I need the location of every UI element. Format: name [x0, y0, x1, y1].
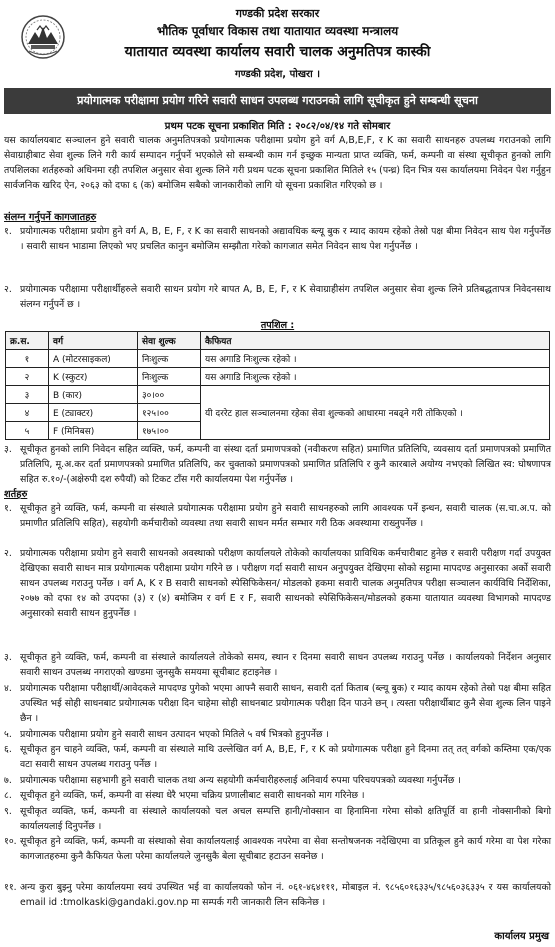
cell-category: B (कार) [49, 386, 138, 404]
cell-fee: निःशुल्क [138, 350, 201, 368]
document-item [4, 442, 551, 487]
service-fee-table [5, 331, 550, 440]
item-text: सूचीकृत हुने व्यक्ति, फर्म, कम्पनी वा संस्थाले कार्यालयले तोकेको समय, स्थान र दिनमा सवारी साधन उपलब्ध गराउनु पर्नेछ । कार्यालयको निर्देशन अनुसार सवारी साधन उपलब्ध नगराएको खण्डमा जुनसुकै समयमा सूचीबाट हटाइनेछ । [20, 652, 551, 678]
term-item [4, 501, 551, 531]
item-number: १. [4, 503, 12, 514]
item-text: प्रयोगात्मक परीक्षामा परीक्षार्थीहरुले सवारी साधन प्रयोग गरे बापत A, B, E, F, र K सेवाग्राहीसंग तपशिल अनुसार सेवा शुल्क लिने प्रतिबद्धतापत्र निवेदनसाथ संलग्न गर्नुपर्ने छ । [20, 284, 551, 310]
cell-sn: १ [6, 350, 49, 368]
letterhead [0, 0, 555, 90]
item-text: प्रयोगात्मक परीक्षामा प्रयोग हुने वर्ग A, B, E, F, र K का सवारी साधनको अद्यावधिक ब्ल्यू बुक र म्याद कायम रहेको तेस्रो पक्ष बीमा निवेदन साथ पेश गर्नुपर्नेछ । सवारी साधन भाडामा लिएको भए प्रचलित कानुन बमोजिम सम्झौता गरेको कागजात समेत निवेदन साथ पेश गर्नुपर्नेछ । [20, 226, 551, 252]
term-item [4, 834, 551, 864]
item-text: सूचीकृत हुने व्यक्ति, फर्म, कम्पनी वा संस्था धेरै भएमा चक्रिय प्रणालीबाट सवारी साधनको माग गरिनेछ । [20, 790, 365, 801]
item-text: सूचीकृत हुनको लागि निवेदन सहित व्यक्ति, फर्म, कम्पनी वा संस्था दर्ता प्रमाणपत्रको (नवीकरण सहित) प्रमाणित प्रतिलिपि, व्यवसाय दर्ता प्रमाणपत्रको प्रमाणित प्रतिलिपि, मू.अ.कर दर्ता प्रमाणपत्रको प्रमाणित प्रतिलिपि, कर चुक्ताको प्रमाणपत्रको प्रमाणित प्रतिलिपि र कुनै कारबाले अयोग्य नभएको लिखित स्व: घोषणापत्र सहित रु.१०/-(अक्षेरुपी दश रुपैयाँ) को टिकट टाँस गरी कार्यालयमा पेश गर्नुपर्नेछ । [20, 444, 551, 485]
cell-fee: १२५।०० [138, 404, 201, 422]
item-text: सूचीकृत व्यक्ति, फर्म, कम्पनी वा संस्थाले कार्यालयको चल अचल सम्पत्ति हानी/नोक्सान वा हिनामिना गरेमा सोको क्षतिपूर्ति वा हानी नोक्सानीको बिगो कार्यालयलाई दिनुपर्नेछ । [20, 806, 551, 832]
cell-sn: ५ [6, 422, 49, 440]
document-item [4, 282, 551, 312]
cell-fee: १७५।०० [138, 422, 201, 440]
item-number: २. [4, 284, 12, 295]
term-item [4, 773, 551, 788]
cell-category: E (ट्याक्टर) [49, 404, 138, 422]
cell-category: A (मोटरसाइकल) [49, 350, 138, 368]
col-header-fee: सेवा शुल्क [138, 332, 201, 350]
item-number: ६. [4, 744, 12, 755]
item-text: अन्य कुरा बुझ्नु परेमा कार्यालयमा स्वयं उपस्थित भई वा कार्यालयको फोन नं. ०६१-४६४१११, मोबाइल नं. ९८५६०१६३३५/९८५६०३६३३५ र यस कार्यालयको email id :tmolkaski@gandaki.gov.np मा सम्पर्क गरी जानकारी लिन सकिनेछ । [20, 882, 551, 908]
cell-sn: ३ [6, 386, 49, 404]
item-text: प्रयोगात्मक परीक्षामा प्रयोग हुने सवारी साधनको अवस्थाको परीक्षण कार्यालयले तोकेको कार्यालयका प्राविधिक कर्मचारीबाट हुनेछ र सवारी परीक्षण गर्दा उपयुक्त देखिएका सवारी साधन मात्र प्रयोगात्मक परीक्षामा प्रयोग गरिने छ । परीक्षण गर्दा सवारी साधन अनुपयुक्त देखिएमा सोको सट्टामा मापदण्ड अनुसारका अर्को सवारी साधन उपलब्ध गराउनु पर्नेछ । वर्ग A, K र B सवारी साधनको स्पेसिफिकेसन/ मोडलको हकमा सवारी चालक अनुमतिपत्र परीक्षा सञ्चालन कार्यविधि निर्देशिका, २०७७ को दफा १४ को उपदफा (३) र (४) बमोजिम र वर्ग E र F, सवारी साधनको स्पेसिफिकेसन/मोडलको हकमा यातायात व्यवस्था विभागको मापदण्ड अनुसारको सवारी साधन हुनुपर्नेछ । [20, 548, 551, 619]
table-caption: तपशिल : [260, 320, 295, 331]
item-number: ३. [4, 444, 12, 455]
col-header-category: वर्ग [49, 332, 138, 350]
item-text: प्रयोगात्मक परीक्षामा प्रयोग हुने सवारी साधन उत्पादन भएको मितिले ५ वर्ष भित्रको हुनुपर्नेछ । [20, 729, 329, 740]
ministry-name: भौतिक पूर्वाधार विकास तथा यातायात व्यवस्था मन्त्रालय [156, 24, 399, 38]
item-number: ५. [4, 729, 12, 740]
documents-heading: संलग्न गर्नुपर्ने कागजातहरु [4, 212, 97, 223]
term-item [4, 804, 551, 834]
col-header-sn: क्र.स. [6, 332, 49, 350]
term-item [4, 727, 551, 742]
publication-date: प्रथम पटक सूचना प्रकाशित मिति : २०८२/०४/१४ गते सोमबार [164, 121, 391, 132]
cell-merged-remark: यी दररेट हाल सञ्चालनमा रहेका सेवा शुल्कको आधारमा नबढ्ने गरी तोकिएको । [201, 386, 550, 440]
cell-category: K (स्कुटर) [49, 368, 138, 386]
office-name: यातायात व्यवस्था कार्यालय सवारी चालक अनुमतिपत्र कास्की [124, 44, 431, 60]
item-number: ३. [4, 652, 12, 663]
office-address: गण्डकी प्रदेश, पोखरा । [235, 69, 320, 80]
col-header-remark: कैफियत [201, 332, 550, 350]
table-row [6, 350, 550, 368]
notice-title-banner: प्रयोगात्मक परीक्षामा प्रयोग गरिने सवारी साधन उपलब्ध गराउनको लागि सूचीकृत हुने सम्बन्धी सूचना [4, 88, 551, 114]
term-item [4, 546, 551, 621]
cell-sn: ४ [6, 404, 49, 422]
term-item [4, 681, 551, 726]
item-number: २. [4, 548, 12, 559]
term-item [4, 650, 551, 680]
item-number: ४. [4, 683, 12, 694]
item-number: १०. [4, 836, 17, 847]
item-text: प्रयोगात्मक परीक्षामा परीक्षार्थी/आवेदकले मापदण्ड पुगेको भएमा आफ्नै सवारी साधन, सवारी दर्ता किताब (ब्ल्यू बुक) र म्याद कायम रहेको तेस्रो पक्ष बीमा सहित उपस्थित भई सोही साधनबाट प्रयोगात्मक परीक्षा दिन चाहेमा सोही साधनबाट प्रयोगात्मक परीक्षा दिन पाउने छन् । त्यस्ता परीक्षार्थीबाट कुनै सेवा शुल्क लिन पाइने छैन । [20, 683, 551, 724]
table-row [6, 386, 550, 404]
govt-name: गण्डकी प्रदेश सरकार [235, 7, 320, 20]
cell-remark: यस अगाडि निःशुल्क रहेको । [201, 368, 550, 386]
intro-paragraph: यस कार्यालयबाट सञ्चालन हुने सवारी चालक अनुमतिपत्रको प्रयोगात्मक परीक्षामा प्रयोग हुने वर्ग A,B,E,F, र K का सवारी साधनहरु उपलब्ध गराउनको लागि सेवाग्राहीबाट सेवा शुल्क लिने गरी कार्य सम्पादन गर्नुपर्ने भएकोले सो सम्बन्धी काम गर्न इच्छुक मान्यता प्राप्त व्यक्ति, फर्म, कम्पनी वा संस्था सूचीकृत हुनको लागि तपशिलका शर्तहरुको अधिनमा रही तपशिल अनुसार सेवा शुल्क लिने गरी प्रथम पटक सूचना प्रकाशित मितिले १५ (पन्ध्र) दिन भित्र यस कार्यालयमा निवेदन पेश गर्नुहुन सार्वजनिक खरिद ऐन, २०६३ को दफा ६ (क) बमोजिम सबैको जानकारीको लागि यो सूचना प्रकाशित गरिएको छ । [4, 135, 551, 191]
signature-title: कार्यालय प्रमुख [494, 931, 549, 942]
cell-fee: निःशुल्क [138, 368, 201, 386]
term-item [4, 742, 551, 772]
item-text: सूचीकृत हुने व्यक्ति, फर्म, कम्पनी वा संस्थाको सेवा कार्यालयलाई आवश्यक नपरेमा वा सेवा सन्तोषजनक नदेखिएमा वा प्रतिकूल हुने कार्य गरेमा वा पेश गरेका कागजातहरुमा कुनै कैफियत फेला परेमा कार्यालयले जुनसुकै बेला सूचीबाट हटाउन सक्नेछ । [20, 836, 551, 862]
table-row [6, 368, 550, 386]
item-number: ७. [4, 775, 12, 786]
item-number: ११. [4, 882, 17, 893]
item-number: ९. [4, 806, 12, 817]
item-number: ८. [4, 790, 12, 801]
term-item [4, 880, 551, 910]
table-header-row [6, 332, 550, 350]
cell-fee: ३०।०० [138, 386, 201, 404]
item-text: प्रयोगात्मक परीक्षामा सहभागी हुने सवारी चालक तथा अन्य सहयोगी कर्मचारीहरुलाई अनिवार्य रुपमा परिचयपत्रको व्यवस्था गर्नुपर्नेछ । [20, 775, 461, 786]
cell-sn: २ [6, 368, 49, 386]
cell-category: F (मिनिबस) [49, 422, 138, 440]
terms-heading: शर्तहरु [4, 489, 28, 500]
document-item [4, 224, 551, 254]
item-text: सूचीकृत हुने व्यक्ति, फर्म, कम्पनी वा संस्थाले प्रयोगात्मक परीक्षामा प्रयोग हुने सवारी साधनहरुको लागि आवश्यक पर्ने इन्धन, सवारी चालक (स.चा.अ.प. को प्रमाणीत प्रतिलिपि सहित), सहयोगी कर्मचारीको व्यवस्था तथा सवारी साधन मर्मत सम्भार गरी ठिक अवस्थामा राख्नुपर्नेछ । [20, 503, 551, 529]
cell-remark: यस अगाडि निःशुल्क रहेको । [201, 350, 550, 368]
item-number: १. [4, 226, 12, 237]
term-item [4, 788, 551, 803]
item-text: सूचीकृत हुन चाहने व्यक्ति, फर्म, कम्पनी वा संस्थाले माथि उल्लेखित वर्ग A, B,E, F, र K को प्रयोगात्मक परीक्षा हुने दिनमा तत् तत् वर्गको कम्तिमा एक/एक वटा सवारी साधन उपलब्ध गराउनु पर्नेछ । [20, 744, 551, 770]
